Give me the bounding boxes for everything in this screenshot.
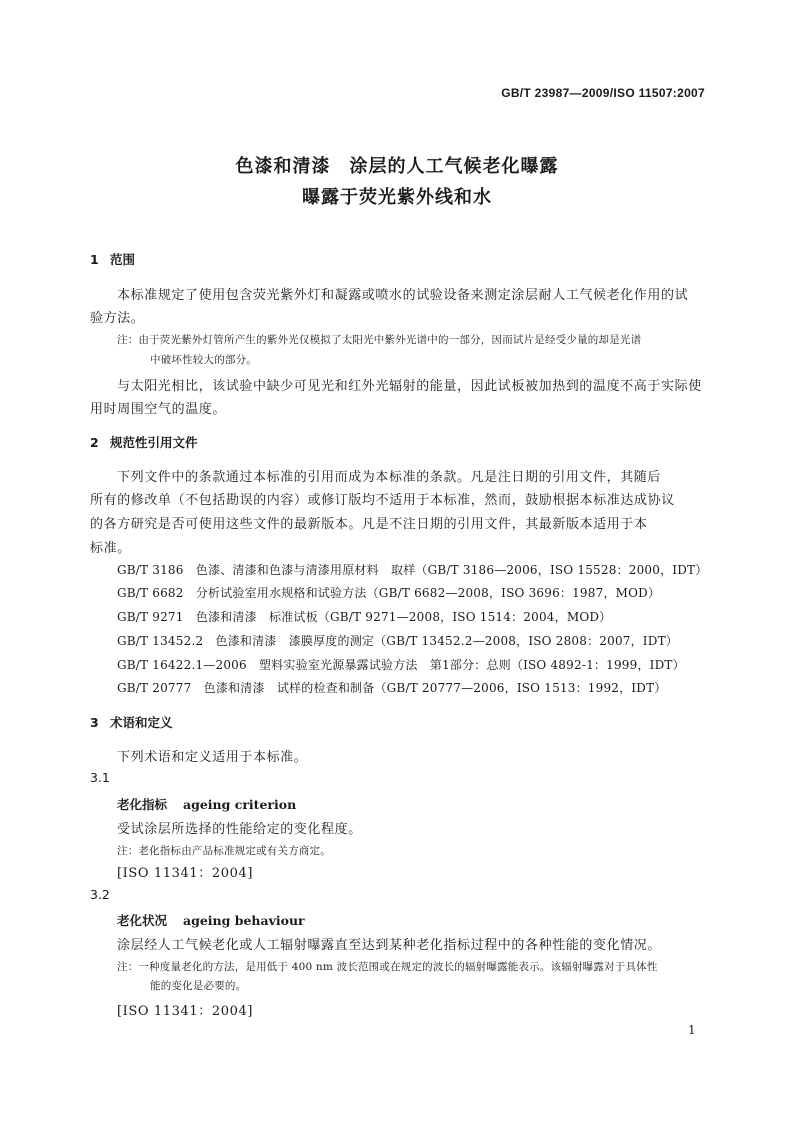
section-2-paragraph-line-3: 的各方研究是否可使用这些文件的最新版本。凡是不注日期的引用文件，其最新版本适用于本: [90, 517, 648, 532]
section-2-paragraph-line-1: 下列文件中的条款通过本标准的引用而成为本标准的条款。凡是注日期的引用文件，其随后: [117, 470, 662, 485]
term-note-line-1: 注：一种度量老化的方法，是用低于 400 nm 波长范围或在规定的波长的辐射曝露能表示。该辐射曝露对于具体性: [117, 961, 658, 973]
term-en: ageing behaviour: [183, 913, 305, 928]
term-heading: [117, 911, 305, 929]
section-1-note-line-2: 中破坏性较大的部分。: [150, 354, 257, 366]
term-zh: 老化指标: [117, 797, 168, 812]
reference-item: GB/T 3186 色漆、清漆和色漆与清漆用原材料 取样（GB/T 3186—2006，ISO 15528：2000，IDT）: [117, 563, 708, 577]
term-heading: [117, 795, 296, 813]
title-line-1: 色漆和清漆 涂层的人工气候老化曝露: [235, 156, 559, 177]
section-number: 1: [90, 252, 99, 267]
reference-item: GB/T 13452.2 色漆和清漆 漆膜厚度的测定（GB/T 13452.2—2008，ISO 2808：2007，IDT）: [117, 634, 678, 648]
section-title: 规范性引用文件: [110, 435, 198, 450]
section-1-heading: [90, 250, 135, 268]
term-definition: 受试涂层所选择的性能给定的变化程度。: [117, 822, 362, 837]
section-3-heading: [90, 713, 173, 731]
section-1-paragraph-2-line-1: 与太阳光相比，该试验中缺少可见光和红外光辐射的能量，因此试板被加热到的温度不高于实际使: [117, 379, 702, 394]
section-2-heading: [90, 433, 198, 451]
section-number: 3: [90, 715, 99, 730]
term-source: [ISO 11341：2004]: [117, 866, 254, 881]
section-3-intro: 下列术语和定义适用于本标准。: [117, 750, 308, 765]
term-number: 3.2: [90, 887, 110, 902]
section-number: 2: [90, 435, 99, 450]
term-en: ageing criterion: [183, 797, 297, 812]
term-note-line-2: 能的变化是必要的。: [150, 980, 247, 992]
section-title: 范围: [110, 252, 136, 267]
term-note-line-1: 注：老化指标由产品标准规定或有关方商定。: [117, 845, 331, 857]
section-1-paragraph-2-line-2: 用时周围空气的温度。: [90, 402, 227, 417]
term-number: 3.1: [90, 770, 110, 785]
reference-item: GB/T 16422.1—2006 塑料实验室光源暴露试验方法 第1部分：总则（ISO 4892-1：1999，IDT）: [117, 658, 685, 672]
term-zh: 老化状况: [117, 913, 168, 928]
term-definition: 涂层经人工气候老化或人工辐射曝露直至达到某种老化指标过程中的各种性能的变化情况。: [117, 938, 662, 953]
term-source: [ISO 11341：2004]: [117, 1004, 254, 1019]
section-1-paragraph-1-line-1: 本标准规定了使用包含荧光紫外灯和凝露或喷水的试验设备来测定涂层耐人工气候老化作用的试: [117, 288, 689, 303]
section-2-paragraph-line-2: 所有的修改单（不包括勘误的内容）或修订版均不适用于本标准，然而，鼓励根据本标准达成协议: [90, 493, 675, 508]
reference-item: GB/T 9271 色漆和清漆 标准试板（GB/T 9271—2008，ISO 1514：2004，MOD）: [117, 610, 612, 624]
section-1-paragraph-1-line-2: 验方法。: [90, 311, 145, 326]
section-2-paragraph-line-4: 标准。: [90, 541, 131, 556]
page-number: 1: [688, 1023, 696, 1037]
standard-code: GB/T 23987—2009/ISO 11507:2007: [501, 86, 705, 100]
reference-item: GB/T 6682 分析试验室用水规格和试验方法（GB/T 6682—2008，ISO 3696：1987，MOD）: [117, 586, 661, 600]
section-1-note-line-1: 注：由于荧光紫外灯管所产生的紫外光仅模拟了太阳光中紫外光谱中的一部分，因而试片是经受少量的却是光谱: [117, 334, 642, 346]
reference-item: GB/T 20777 色漆和清漆 试样的检查和制备（GB/T 20777—2006，ISO 1513：1992，IDT）: [117, 681, 667, 695]
title-line-2: 曝露于荧光紫外线和水: [302, 187, 492, 208]
section-title: 术语和定义: [110, 715, 173, 730]
